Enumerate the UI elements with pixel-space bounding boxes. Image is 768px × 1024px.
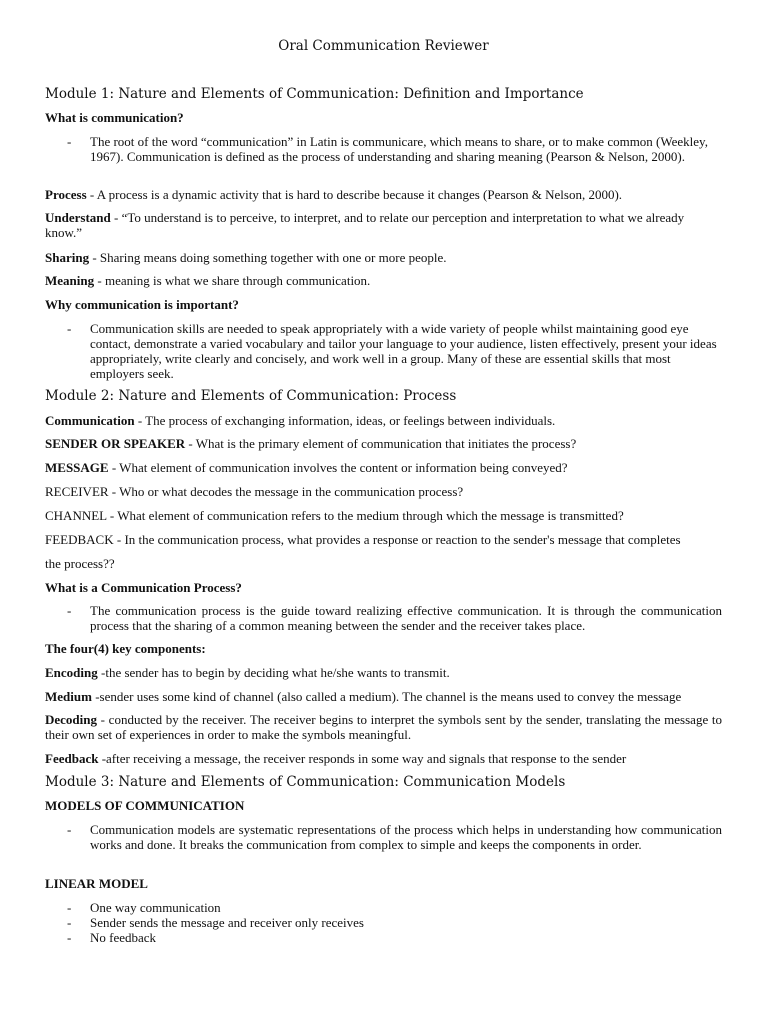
element-message: MESSAGE - What element of communication involves the content or information being conveyed? [45, 460, 568, 475]
element-receiver: RECEIVER - Who or what decodes the message in the communication process? [45, 484, 464, 499]
component-decoding: Decoding - conducted by the receiver. The receiver begins to interpret the symbols sent by the sender, translating the message to their own set of experiences in order to make the symbols meaningful. [45, 712, 722, 742]
linear-model-heading: LINEAR MODEL [45, 876, 148, 891]
element-feedback-line-2: the process?? [45, 556, 115, 571]
question-what-is-communication: What is communication? [45, 110, 184, 125]
definition-meaning: Meaning - meaning is what we share through communication. [45, 273, 371, 288]
key-components-heading: The four(4) key components: [45, 641, 206, 656]
module-3-heading: Module 3: Nature and Elements of Communication: Communication Models [45, 774, 566, 790]
element-channel: CHANNEL - What element of communication refers to the medium through which the message is transmitted? [45, 508, 624, 523]
definition-communication: Communication - The process of exchanging information, ideas, or feelings between individuals. [45, 413, 556, 428]
module-2-heading: Module 2: Nature and Elements of Communication: Process [45, 388, 457, 404]
component-encoding: Encoding -the sender has to begin by deciding what he/she wants to transmit. [45, 665, 450, 680]
element-sender: SENDER OR SPEAKER - What is the primary element of communication that initiates the process? [45, 436, 577, 451]
component-medium: Medium -sender uses some kind of channel (also called a medium). The channel is the means used to convey the message [45, 689, 682, 704]
question-why-important: Why communication is important? [45, 297, 239, 312]
definition-sharing: Sharing - Sharing means doing something together with one or more people. [45, 250, 447, 265]
definition-process: Process - A process is a dynamic activity that is hard to describe because it changes (Pearson & Nelson, 2000). [45, 187, 623, 202]
document-title: Oral Communication Reviewer [278, 38, 489, 54]
definition-understand: Understand - “To understand is to perceive, to interpret, and to relate our perception and interpretation to what we already know.” [45, 210, 685, 240]
question-communication-process: What is a Communication Process? [45, 580, 242, 595]
component-feedback: Feedback -after receiving a message, the receiver responds in some way and signals that response to the sender [45, 751, 627, 766]
models-heading: MODELS OF COMMUNICATION [45, 798, 245, 813]
module-1-heading: Module 1: Nature and Elements of Communication: Definition and Importance [45, 86, 584, 102]
element-feedback-line-1: FEEDBACK - In the communication process, what provides a response or reaction to the sender's message that completes [45, 532, 681, 547]
